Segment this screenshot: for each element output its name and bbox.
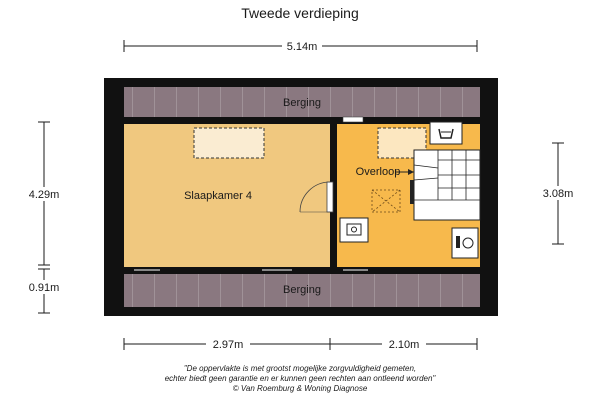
page-title: Tweede verdieping [241,5,359,21]
dimension-bottom [124,336,477,351]
dimension-top-width [124,38,477,53]
washing-machine-icon [430,122,462,144]
disclaimer-line-2: echter biedt geen garantie en er kunnen geen rechten aan ontleend worden" [164,374,436,383]
dimension-label-bottom-left: 2.97m [212,339,244,351]
dimension-label-right: 3.08m [542,188,574,200]
dimension-label-bottom-right: 2.10m [388,339,420,351]
room-label-landing: Overloop [355,166,401,178]
stairs-icon [410,150,480,220]
skylight-bedroom [194,128,264,158]
room-label-storage-top: Berging [283,97,321,109]
dimension-label-left-lower: 0.91m [28,282,60,294]
dimension-label-left-upper: 4.29m [28,189,60,201]
dimension-right [536,143,580,244]
dimension-left [22,122,66,313]
copyright: © Van Roemburg & Woning Diagnose [232,384,368,393]
room-label-bedroom: Slaapkamer 4 [184,190,252,202]
water-heater-icon [452,228,478,258]
room-label-storage-bottom: Berging [283,284,321,296]
disclaimer-line-1: "De oppervlakte is met grootst mogelijke zorgvuldigheid gemeten, [183,364,417,373]
boiler-icon [340,218,368,242]
dimension-label-top: 5.14m [286,41,318,53]
